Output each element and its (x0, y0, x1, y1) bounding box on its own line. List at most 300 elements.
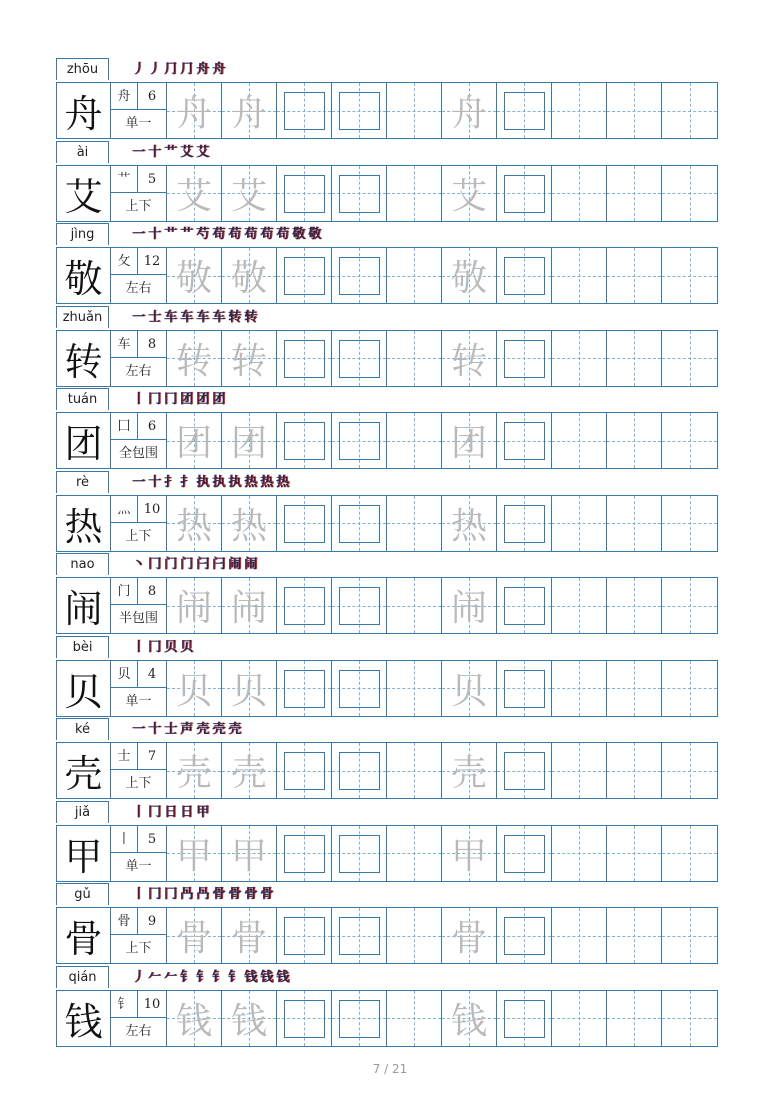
practice-cell[interactable] (607, 908, 662, 963)
practice-cell[interactable] (387, 83, 442, 138)
structure: 左右 (125, 363, 152, 379)
model-character: 敬 (57, 248, 111, 303)
radical: 舟 (111, 83, 138, 110)
stroke-step: 钱 (276, 969, 291, 985)
trace-cell[interactable] (222, 578, 277, 633)
character-info (111, 331, 167, 386)
practice-cell[interactable] (607, 83, 662, 138)
stroke-count: 6 (138, 413, 166, 440)
practice-cell[interactable] (387, 496, 442, 551)
practice-grid (56, 742, 718, 799)
radical: 骨 (111, 908, 138, 935)
stroke-step: 日 (180, 804, 195, 820)
stroke-step: 苟 (244, 227, 259, 242)
practice-cell[interactable] (662, 331, 717, 386)
practice-cell[interactable] (552, 661, 607, 716)
trace-character: 舟 (450, 93, 487, 134)
stroke-step: 丨 (132, 804, 147, 820)
pinyin-row (56, 58, 718, 82)
inner-box (339, 340, 380, 378)
stroke-step: 门 (164, 557, 179, 572)
practice-cell[interactable] (387, 578, 442, 633)
boxed-practice-cell[interactable] (277, 908, 332, 963)
boxed-practice-cell[interactable] (332, 331, 387, 386)
trace-cell[interactable] (442, 661, 497, 716)
inner-box (504, 340, 545, 378)
boxed-practice-cell[interactable] (277, 826, 332, 881)
boxed-practice-cell[interactable] (332, 578, 387, 633)
trace-cell[interactable] (222, 331, 277, 386)
boxed-practice-cell[interactable] (332, 991, 387, 1046)
character-info (111, 496, 167, 551)
trace-cell[interactable] (442, 743, 497, 798)
boxed-practice-cell[interactable] (497, 413, 552, 468)
trace-cell[interactable] (442, 908, 497, 963)
stroke-order (132, 803, 212, 823)
trace-cell[interactable] (167, 991, 222, 1046)
trace-character: 敬 (175, 258, 212, 299)
practice-cell[interactable] (662, 166, 717, 221)
trace-cell[interactable] (442, 166, 497, 221)
stroke-step: 苟 (228, 227, 243, 242)
boxed-practice-cell[interactable] (497, 496, 552, 551)
practice-cell[interactable] (662, 413, 717, 468)
practice-cell[interactable] (662, 661, 717, 716)
trace-character: 甲 (175, 835, 212, 877)
pinyin: zhuǎn (56, 306, 109, 328)
stroke-step: 转 (244, 309, 259, 325)
inner-box (339, 422, 380, 460)
model-character: 钱 (57, 991, 111, 1046)
boxed-practice-cell[interactable] (497, 661, 552, 716)
pinyin-row (56, 636, 718, 660)
stroke-step: 钱 (260, 969, 275, 985)
stroke-order (132, 308, 260, 328)
character-entry (56, 883, 718, 966)
stroke-step: 骨 (228, 887, 243, 902)
stroke-order (132, 473, 292, 493)
character-entry (56, 718, 718, 801)
trace-cell[interactable] (222, 413, 277, 468)
practice-cell[interactable] (607, 496, 662, 551)
boxed-practice-cell[interactable] (497, 743, 552, 798)
practice-cell[interactable] (607, 826, 662, 881)
stroke-step: 苟 (276, 227, 291, 242)
practice-cell[interactable] (607, 743, 662, 798)
pinyin-row (56, 883, 718, 907)
practice-grid (56, 495, 718, 552)
practice-cell[interactable] (552, 413, 607, 468)
trace-character: 转 (230, 340, 267, 382)
practice-cell[interactable] (607, 248, 662, 303)
trace-cell[interactable] (442, 991, 497, 1046)
model-character: 骨 (57, 908, 111, 963)
stroke-order (132, 60, 228, 80)
trace-character: 骨 (450, 918, 487, 959)
trace-character: 贝 (230, 670, 267, 712)
inner-box (504, 587, 545, 625)
practice-cell[interactable] (387, 331, 442, 386)
practice-cell[interactable] (662, 578, 717, 633)
inner-box (339, 835, 380, 873)
structure: 上下 (125, 776, 152, 791)
stroke-step: 壳 (196, 722, 211, 737)
trace-cell[interactable] (222, 743, 277, 798)
pinyin: nao (56, 553, 109, 575)
trace-cell[interactable] (222, 496, 277, 551)
boxed-practice-cell[interactable] (332, 908, 387, 963)
stroke-step: 转 (228, 309, 243, 325)
inner-box (339, 587, 380, 625)
trace-character: 舟 (175, 93, 212, 134)
trace-cell[interactable] (222, 908, 277, 963)
practice-cell[interactable] (662, 991, 717, 1046)
stroke-step: 丶 (132, 557, 147, 572)
stroke-step: 壳 (212, 722, 227, 737)
character-entry (56, 966, 718, 1049)
trace-cell[interactable] (442, 331, 497, 386)
pinyin: qián (56, 966, 109, 988)
stroke-step: 骨 (212, 887, 227, 902)
inner-box (284, 340, 325, 378)
practice-cell[interactable] (387, 413, 442, 468)
stroke-step: 冎 (196, 887, 211, 902)
boxed-practice-cell[interactable] (497, 248, 552, 303)
structure: 单一 (125, 116, 152, 131)
trace-character: 贝 (175, 670, 212, 712)
trace-cell[interactable] (222, 826, 277, 881)
practice-cell[interactable] (662, 83, 717, 138)
trace-character: 骨 (230, 918, 267, 959)
character-info (111, 578, 167, 633)
pinyin-row (56, 471, 718, 495)
stroke-count: 12 (138, 248, 166, 275)
radical: 士 (111, 743, 138, 770)
practice-cell[interactable] (552, 83, 607, 138)
trace-cell[interactable] (442, 248, 497, 303)
practice-grid (56, 165, 718, 222)
boxed-practice-cell[interactable] (332, 248, 387, 303)
inner-box (504, 835, 545, 873)
practice-grid (56, 412, 718, 469)
trace-cell[interactable] (167, 578, 222, 633)
character-info (111, 83, 167, 138)
trace-cell[interactable] (167, 83, 222, 138)
character-entry (56, 388, 718, 471)
practice-cell[interactable] (387, 166, 442, 221)
inner-box (504, 175, 545, 213)
trace-character: 壳 (450, 753, 487, 794)
stroke-count: 5 (138, 166, 166, 193)
practice-cell[interactable] (607, 991, 662, 1046)
practice-cell[interactable] (552, 496, 607, 551)
inner-box (339, 257, 380, 295)
practice-cell[interactable] (387, 908, 442, 963)
radical: 贝 (111, 661, 138, 688)
stroke-step: 一 (132, 474, 147, 490)
stroke-step: 苟 (212, 227, 227, 242)
model-character: 艾 (57, 166, 111, 221)
boxed-practice-cell[interactable] (277, 661, 332, 716)
practice-cell[interactable] (552, 578, 607, 633)
stroke-step: 甲 (196, 804, 211, 820)
inner-box (284, 422, 325, 460)
stroke-step: 钅 (180, 969, 195, 985)
stroke-step: 士 (148, 309, 163, 325)
trace-character: 敬 (450, 258, 487, 299)
practice-cell[interactable] (552, 248, 607, 303)
boxed-practice-cell[interactable] (497, 826, 552, 881)
model-character: 壳 (57, 743, 111, 798)
character-info (111, 743, 167, 798)
practice-cell[interactable] (662, 248, 717, 303)
boxed-practice-cell[interactable] (277, 578, 332, 633)
practice-cell[interactable] (662, 743, 717, 798)
trace-cell[interactable] (442, 413, 497, 468)
character-entry (56, 223, 718, 306)
pinyin: zhōu (56, 58, 109, 80)
stroke-count: 6 (138, 83, 166, 110)
character-info (111, 826, 167, 881)
stroke-step: 一 (132, 144, 147, 160)
stroke-step: 一 (132, 227, 147, 242)
stroke-step: 丨 (132, 639, 147, 655)
boxed-practice-cell[interactable] (332, 166, 387, 221)
structure: 上下 (125, 198, 152, 214)
inner-box (284, 1000, 325, 1038)
stroke-order (132, 638, 196, 658)
character-info (111, 248, 167, 303)
trace-character: 团 (175, 423, 212, 464)
stroke-count: 10 (138, 496, 166, 523)
practice-grid (56, 577, 718, 634)
practice-cell[interactable] (662, 496, 717, 551)
stroke-step: ⺆ (164, 62, 179, 77)
inner-box (339, 92, 380, 130)
boxed-practice-cell[interactable] (332, 83, 387, 138)
trace-cell[interactable] (167, 908, 222, 963)
stroke-step: 冂 (148, 887, 163, 902)
pinyin: gǔ (56, 883, 109, 905)
trace-character: 钱 (175, 1000, 212, 1042)
stroke-step: 闹 (244, 557, 259, 572)
stroke-step: 钅 (212, 969, 227, 985)
stroke-step: 艹 (180, 227, 195, 242)
trace-cell[interactable] (442, 83, 497, 138)
character-entry (56, 553, 718, 636)
trace-cell[interactable] (167, 248, 222, 303)
boxed-practice-cell[interactable] (497, 578, 552, 633)
stroke-step: 贝 (180, 639, 195, 655)
trace-cell[interactable] (167, 331, 222, 386)
character-entry (56, 801, 718, 884)
trace-cell[interactable] (167, 661, 222, 716)
stroke-step: 冂 (148, 392, 163, 407)
inner-box (284, 752, 325, 790)
inner-box (339, 175, 380, 213)
trace-cell[interactable] (167, 166, 222, 221)
practice-grid (56, 990, 718, 1047)
stroke-step: 壳 (228, 722, 243, 737)
practice-cell[interactable] (552, 908, 607, 963)
practice-cell[interactable] (607, 166, 662, 221)
boxed-practice-cell[interactable] (332, 743, 387, 798)
stroke-step: 十 (148, 227, 163, 242)
trace-cell[interactable] (167, 826, 222, 881)
stroke-step: 闹 (228, 557, 243, 572)
trace-cell[interactable] (442, 496, 497, 551)
character-info (111, 413, 167, 468)
stroke-count: 10 (138, 991, 166, 1018)
stroke-step: 艹 (164, 144, 179, 160)
inner-box (504, 505, 545, 543)
trace-character: 壳 (175, 753, 212, 794)
practice-cell[interactable] (552, 166, 607, 221)
stroke-step: 芍 (196, 227, 211, 242)
character-info (111, 991, 167, 1046)
model-character: 闹 (57, 578, 111, 633)
trace-character: 热 (230, 505, 267, 547)
stroke-step: 敬 (292, 227, 307, 242)
practice-cell[interactable] (387, 826, 442, 881)
boxed-practice-cell[interactable] (497, 991, 552, 1046)
pinyin: ài (56, 141, 109, 163)
inner-box (284, 917, 325, 955)
trace-cell[interactable] (222, 166, 277, 221)
trace-cell[interactable] (222, 661, 277, 716)
boxed-practice-cell[interactable] (332, 661, 387, 716)
practice-cell[interactable] (387, 248, 442, 303)
practice-cell[interactable] (387, 743, 442, 798)
stroke-step: 热 (260, 474, 275, 490)
stroke-order (132, 143, 212, 163)
radical: 囗 (111, 413, 138, 440)
boxed-practice-cell[interactable] (277, 743, 332, 798)
trace-cell[interactable] (222, 991, 277, 1046)
practice-cell[interactable] (387, 991, 442, 1046)
stroke-count: 8 (138, 578, 166, 605)
stroke-step: 钅 (228, 969, 243, 985)
boxed-practice-cell[interactable] (277, 496, 332, 551)
stroke-step: 艾 (180, 144, 195, 160)
trace-character: 钱 (450, 1000, 487, 1042)
model-character: 转 (57, 331, 111, 386)
inner-box (284, 587, 325, 625)
practice-cell[interactable] (607, 413, 662, 468)
stroke-order (132, 390, 228, 410)
stroke-step: 丿 (132, 62, 147, 77)
structure: 全包围 (118, 446, 158, 461)
trace-cell[interactable] (222, 83, 277, 138)
stroke-step: 舟 (196, 62, 211, 77)
practice-cell[interactable] (662, 826, 717, 881)
stroke-step: 热 (276, 474, 291, 490)
stroke-step: 执 (196, 474, 211, 490)
boxed-practice-cell[interactable] (497, 166, 552, 221)
stroke-step: 团 (180, 392, 195, 407)
trace-cell[interactable] (442, 826, 497, 881)
stroke-step: 车 (164, 309, 179, 325)
practice-cell[interactable] (552, 991, 607, 1046)
boxed-practice-cell[interactable] (277, 413, 332, 468)
stroke-step: 车 (196, 309, 211, 325)
inner-box (504, 422, 545, 460)
practice-cell[interactable] (662, 908, 717, 963)
boxed-practice-cell[interactable] (277, 991, 332, 1046)
structure: 单一 (125, 858, 152, 874)
trace-cell[interactable] (442, 578, 497, 633)
trace-character: 转 (450, 340, 487, 382)
practice-cell[interactable] (387, 661, 442, 716)
worksheet (56, 58, 718, 1048)
boxed-practice-cell[interactable] (497, 83, 552, 138)
stroke-step: 丿 (148, 62, 163, 77)
pinyin-row (56, 141, 718, 165)
boxed-practice-cell[interactable] (277, 331, 332, 386)
pinyin-row (56, 223, 718, 247)
trace-cell[interactable] (167, 743, 222, 798)
boxed-practice-cell[interactable] (332, 413, 387, 468)
stroke-step: 热 (244, 474, 259, 490)
trace-cell[interactable] (222, 248, 277, 303)
practice-cell[interactable] (607, 661, 662, 716)
boxed-practice-cell[interactable] (497, 331, 552, 386)
stroke-step: 十 (148, 722, 163, 737)
stroke-step: 冂 (164, 887, 179, 902)
trace-cell[interactable] (167, 496, 222, 551)
boxed-practice-cell[interactable] (277, 248, 332, 303)
inner-box (339, 670, 380, 708)
boxed-practice-cell[interactable] (277, 166, 332, 221)
trace-character: 团 (230, 423, 267, 464)
structure: 上下 (125, 941, 152, 956)
pinyin-row (56, 553, 718, 577)
trace-character: 闹 (230, 588, 267, 629)
boxed-practice-cell[interactable] (277, 83, 332, 138)
practice-grid (56, 660, 718, 717)
trace-character: 艾 (230, 175, 267, 217)
pinyin-row (56, 306, 718, 330)
practice-cell[interactable] (552, 331, 607, 386)
inner-box (284, 257, 325, 295)
stroke-count: 7 (138, 743, 166, 770)
stroke-step: 扌 (164, 474, 179, 490)
trace-character: 骨 (175, 918, 212, 959)
pinyin-row (56, 388, 718, 412)
practice-grid (56, 82, 718, 139)
boxed-practice-cell[interactable] (332, 826, 387, 881)
trace-cell[interactable] (167, 413, 222, 468)
practice-cell[interactable] (552, 743, 607, 798)
practice-cell[interactable] (552, 826, 607, 881)
stroke-step: 声 (180, 722, 195, 737)
stroke-step: 门 (180, 557, 195, 572)
practice-cell[interactable] (607, 578, 662, 633)
boxed-practice-cell[interactable] (332, 496, 387, 551)
stroke-step: 执 (212, 474, 227, 490)
stroke-step: 冂 (148, 804, 163, 820)
pinyin: jìng (56, 223, 109, 245)
inner-box (284, 175, 325, 213)
stroke-step: 丿 (132, 969, 147, 985)
boxed-practice-cell[interactable] (497, 908, 552, 963)
stroke-order (132, 968, 292, 988)
pinyin-row (56, 801, 718, 825)
stroke-step: 一 (132, 309, 147, 325)
structure: 单一 (125, 693, 152, 709)
practice-cell[interactable] (607, 331, 662, 386)
inner-box (339, 1000, 380, 1038)
